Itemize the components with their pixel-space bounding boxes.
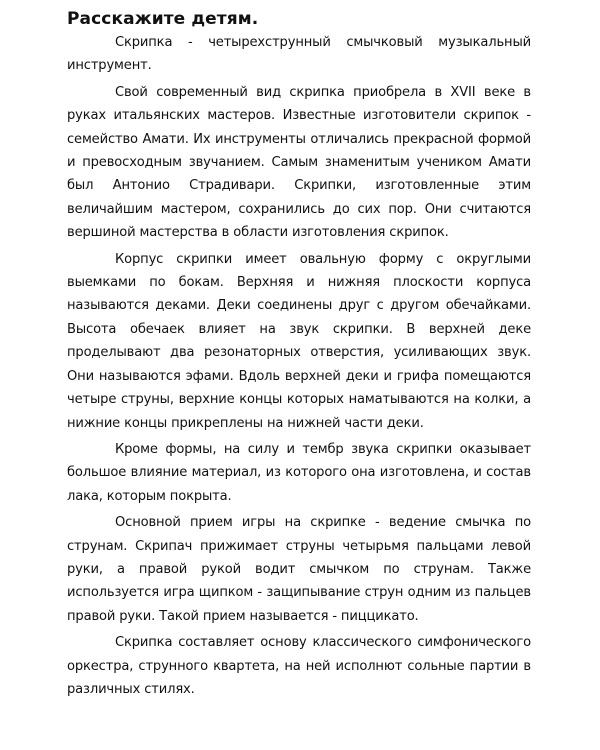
paragraph-technique: Основной прием игры на скрипке - ведение смычка по струнам. Скрипач прижимает струны четырьмя пальцами левой руки, а правой рукой водит смычком по струнам. Также используется игра щипком - защипывание струн одним из пальцев правой руки. Такой прием называется - пиццикато. <box>67 515 531 624</box>
paragraph-intro: Скрипка - четырехструнный смычковый музыкальный инструмент. <box>67 35 531 74</box>
paragraph-orchestra: Скрипка составляет основу классического симфонического оркестра, струнного квартета, на ней исполнют сольные партии в различных стилях. <box>67 635 531 697</box>
paragraph-construction: Корпус скрипки имеет овальную форму с округлыми выемками по бокам. Верхняя и нижняя плоскости корпуса называются деками. Деки соединены друг с другом обечайками. Высота обечаек влияет на звук скрипки. В верхней деке проделывают два резонаторных отверстия, усиливающих звук. Они называются эфами. Вдоль верхней деки и грифа помещаются четыре струны, верхние концы которых наматываются на колки, а нижние концы прикреплены на нижней части деки. <box>67 251 531 431</box>
document-title: Расскажите детям. <box>67 9 259 29</box>
paragraph-materials: Кроме формы, на силу и тембр звука скрипки оказывает большое влияние материал, из которого она изготовлена, и состав лака, которым покрыта. <box>67 441 531 504</box>
document-page <box>67 8 531 701</box>
paragraph-history: Свой современный вид скрипка приобрела в XVII веке в руках итальянских мастеров. Известные изготовители скрипок - семейство Амати. Их инструменты отличались прекрасной формой и превосходным звучанием. Самым знаменитым учеником Амати был Антонио Страдивари. Скрипки, изготовленные этим величайшим мастером, сохранились до сих пор. Они считаются вершиной мастерства в области изготовления скрипок. <box>67 84 531 241</box>
